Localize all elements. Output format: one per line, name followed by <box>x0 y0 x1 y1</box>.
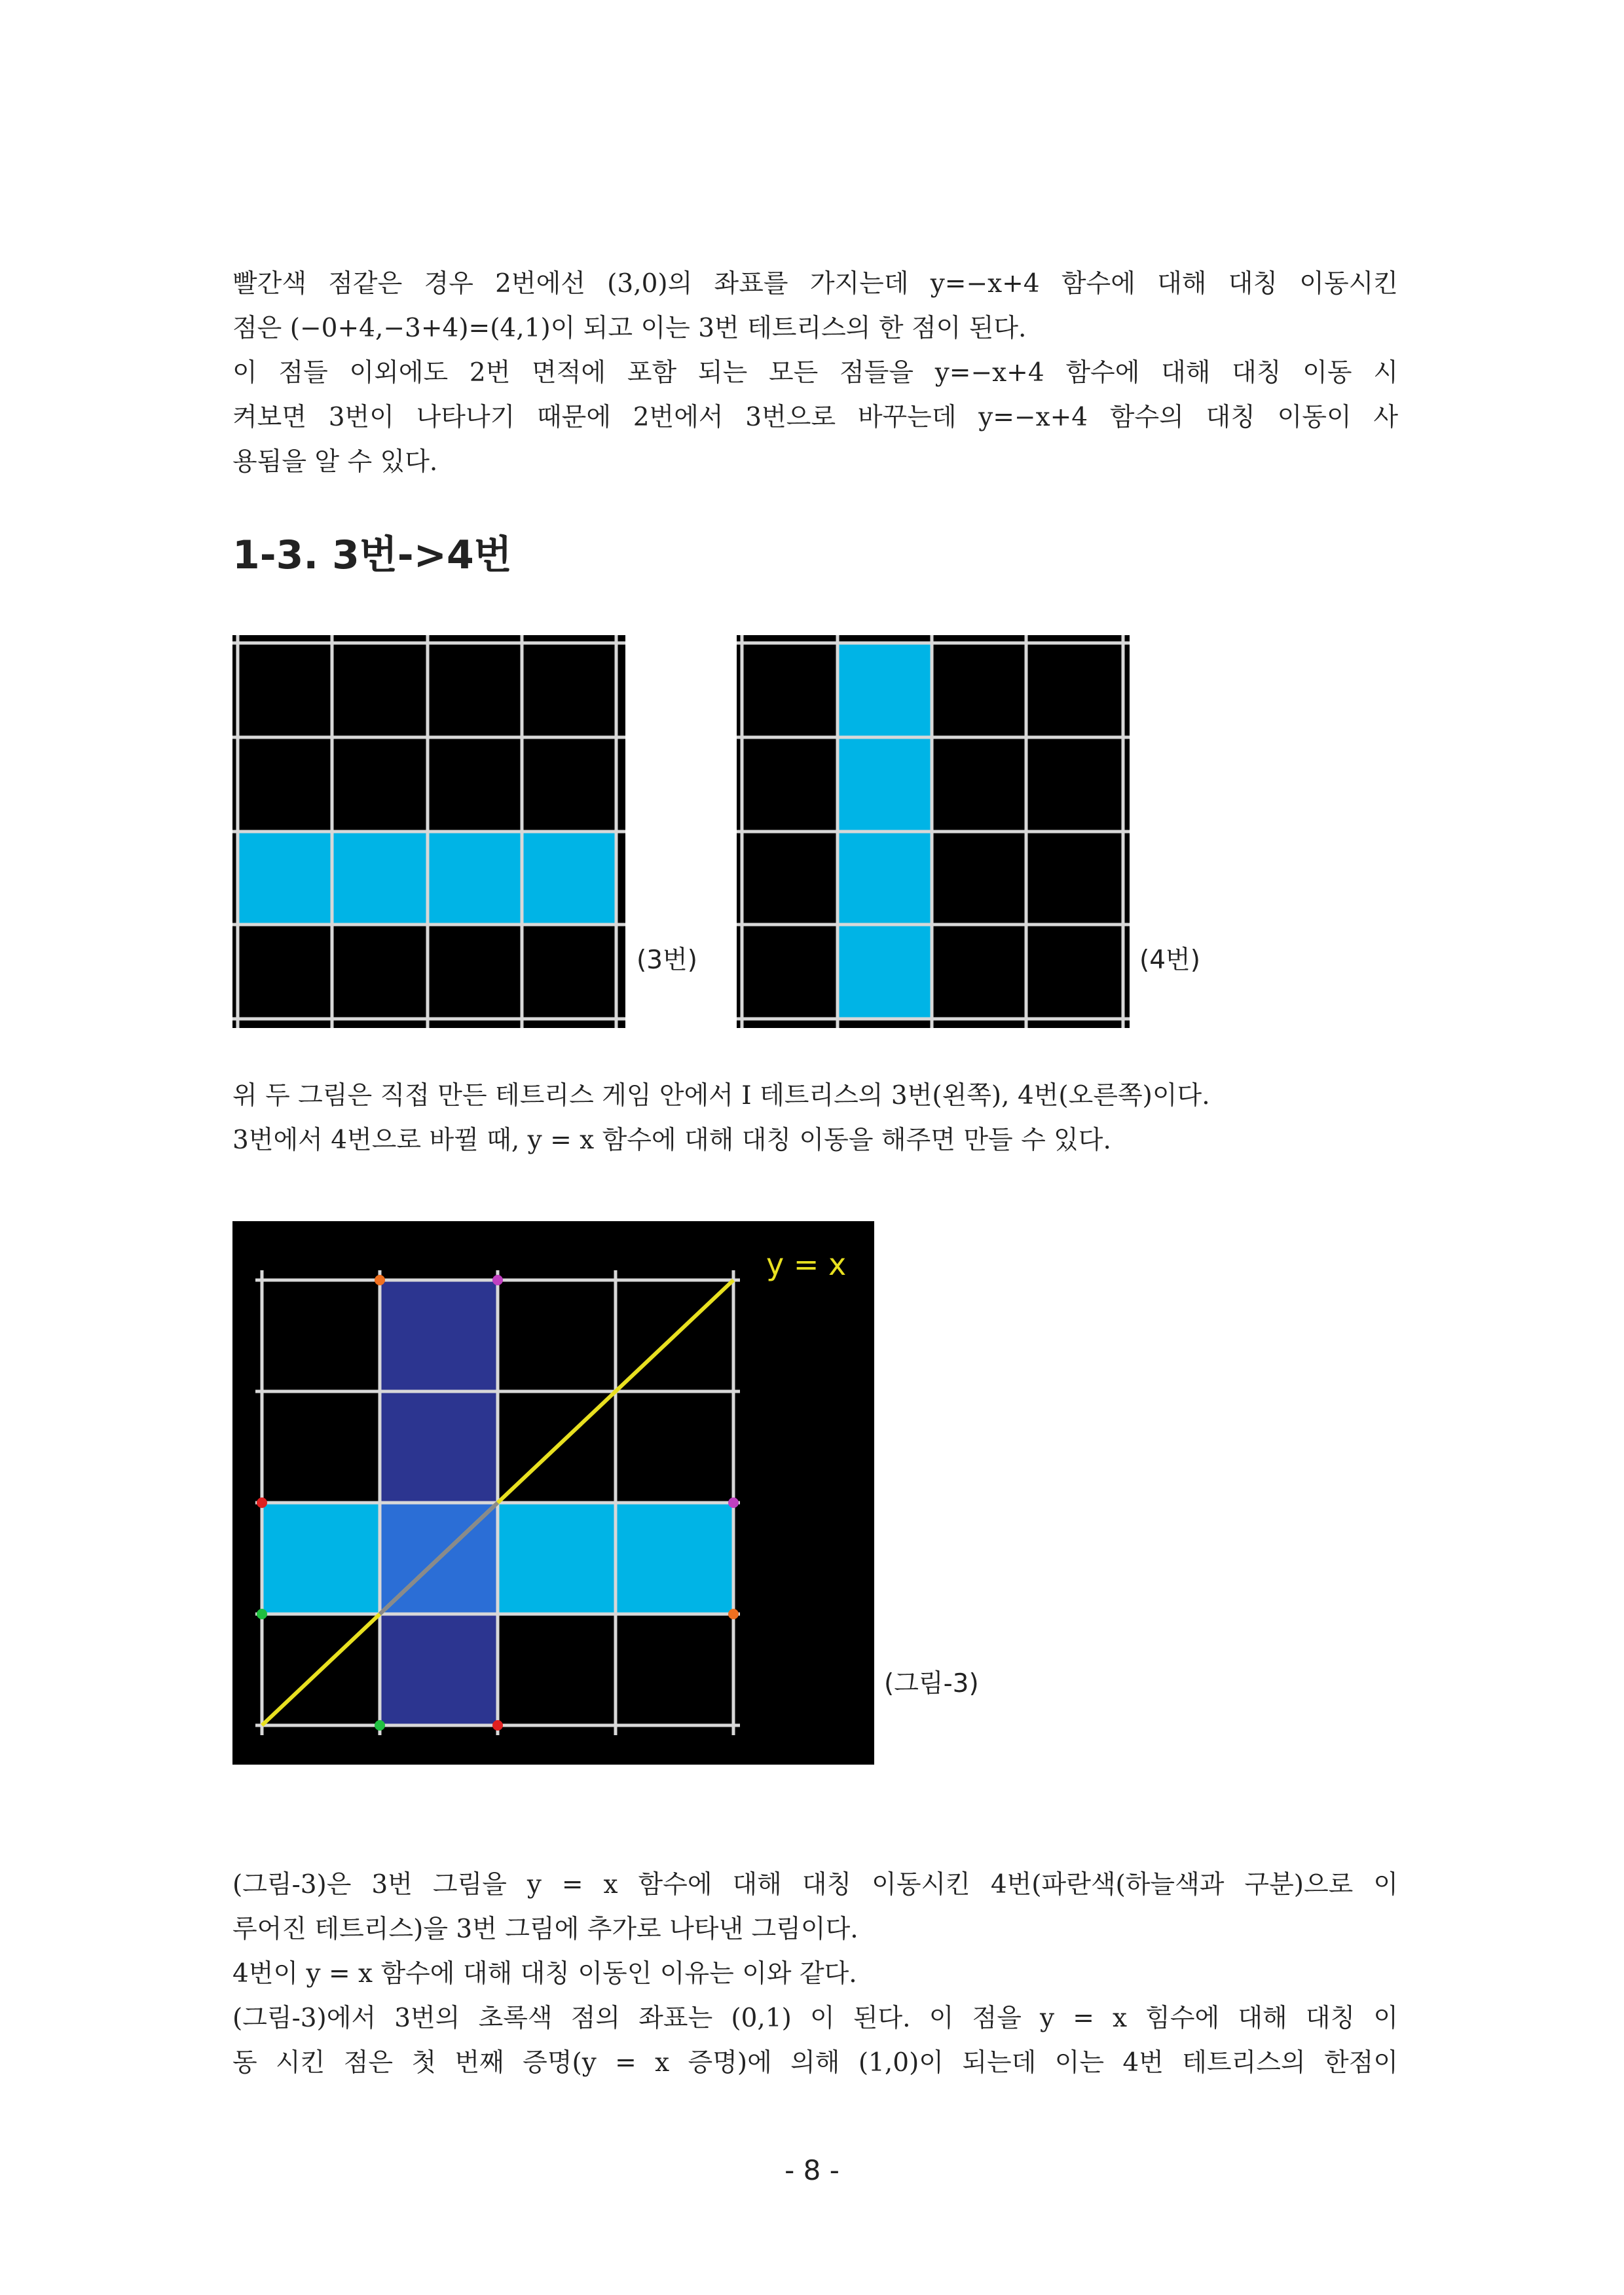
text-line: (그림-3)에서 3번의 초록색 점의 좌표는 (0,1) 이 된다. 이 점을 y = x 힘수에 대해 대칭 이 <box>232 2004 1398 2033</box>
text-line: 3번에서 4번으로 바뀔 때, y = x 함수에 대해 대칭 이동을 해주면 만들 수 있다. <box>232 1126 1111 1155</box>
section-heading: 1-3. 3번->4번 <box>232 532 512 578</box>
caption-figure-3: (그림-3) <box>884 1669 979 1698</box>
text-line: 위 두 그림은 직접 만든 테트리스 게임 안에서 I 테트리스의 3번(왼쪽), 4번(오른쪽)이다. <box>232 1081 1210 1111</box>
tetris-figure-3 <box>232 635 625 1028</box>
red-dot <box>257 1497 267 1508</box>
combined-figure <box>232 1221 874 1765</box>
text-line: 켜보면 3번이 나타나기 때문에 2번에서 3번으로 바꾸는데 y=−x+4 함수의 대칭 이동이 사 <box>232 403 1398 432</box>
paragraph-1 <box>232 262 1398 485</box>
orange-dot <box>375 1275 385 1285</box>
green-dot <box>375 1720 385 1731</box>
yx-label: y = x <box>766 1247 847 1282</box>
page-number: - 8 - <box>784 2154 840 2186</box>
text-line: 점은 (−0+4,−3+4)=(4,1)이 되고 이는 3번 테트리스의 한 점이 된다. <box>232 314 1027 343</box>
caption-fig4: (4번) <box>1139 946 1200 975</box>
orange-dot <box>728 1609 739 1619</box>
red-dot <box>492 1720 503 1731</box>
figure-background <box>232 1221 874 1765</box>
text-line: 이 점들 이외에도 2번 면적에 포함 되는 모든 점들을 y=−x+4 함수에 대해 대칭 이동 시 <box>232 358 1398 388</box>
tetris-figure-4 <box>737 635 1130 1028</box>
paragraph-2 <box>232 1074 1398 1163</box>
text-line: (그림-3)은 3번 그림을 y = x 함수에 대해 대칭 이동시킨 4번(파란색(하늘색과 구분)으로 이 <box>232 1870 1398 1900</box>
text-line: 용됨을 알 수 있다. <box>232 447 438 477</box>
text-line: 루어진 테트리스)을 3번 그림에 추가로 나타낸 그림이다. <box>232 1915 858 1944</box>
text-line: 동 시킨 점은 첫 번째 증명(y = x 증명)에 의해 (1,0)이 되는데 이는 4번 테트리스의 한점이 <box>232 2048 1398 2078</box>
purple-dot <box>728 1497 739 1508</box>
green-dot <box>257 1609 267 1619</box>
paragraph-3 <box>232 1863 1398 2085</box>
purple-dot <box>492 1275 503 1285</box>
text-line: 빨간색 점같은 경우 2번에선 (3,0)의 좌표를 가지는데 y=−x+4 함수에 대해 대칭 이동시킨 <box>232 269 1398 299</box>
caption-fig3: (3번) <box>637 946 697 975</box>
text-line: 4번이 y = x 함수에 대해 대칭 이동인 이유는 이와 같다. <box>232 1959 857 1989</box>
